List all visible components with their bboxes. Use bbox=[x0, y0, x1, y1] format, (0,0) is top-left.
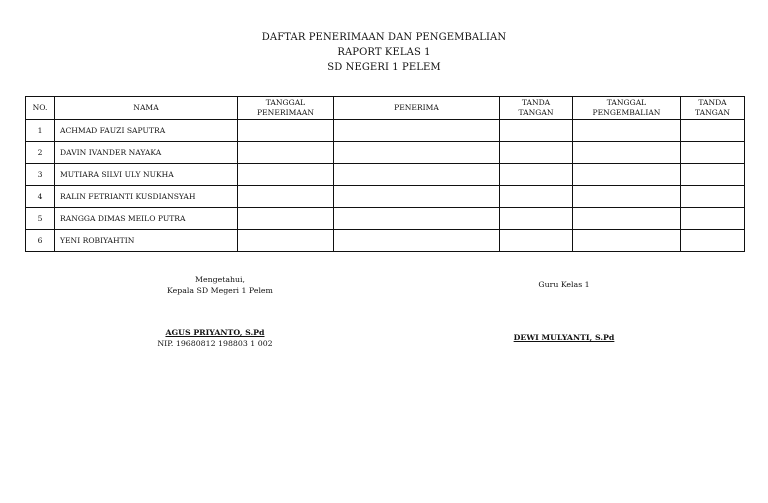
cell-tanggal-penerimaan bbox=[238, 164, 334, 186]
cell-tanggal-penerimaan bbox=[238, 120, 334, 142]
cell-penerima bbox=[334, 120, 500, 142]
cell-tanggal-pengembalian bbox=[573, 164, 681, 186]
student-name: RALIN FETRIANTI KUSDIANSYAH bbox=[55, 186, 238, 208]
teacher-title: Guru Kelas 1 bbox=[538, 280, 590, 289]
table-header-row bbox=[26, 97, 745, 120]
principal-signature bbox=[125, 327, 305, 349]
table-row bbox=[26, 164, 745, 186]
cell-tanda-tangan-1 bbox=[500, 208, 573, 230]
row-number: 4 bbox=[26, 186, 55, 208]
cell-penerima bbox=[334, 142, 500, 164]
cell-tanggal-penerimaan bbox=[238, 230, 334, 252]
principal-name: AGUS PRIYANTO, S.Pd bbox=[165, 328, 265, 337]
row-number: 1 bbox=[26, 120, 55, 142]
principal-nip: NIP. 19680812 198803 1 002 bbox=[157, 339, 273, 348]
row-number: 6 bbox=[26, 230, 55, 252]
cell-penerima bbox=[334, 208, 500, 230]
row-number: 3 bbox=[26, 164, 55, 186]
title-line-3: SD NEGERI 1 PELEM bbox=[327, 62, 441, 73]
cell-penerima bbox=[334, 186, 500, 208]
cell-tanggal-pengembalian bbox=[573, 186, 681, 208]
cell-tanda-tangan-2 bbox=[681, 120, 745, 142]
principal-title: Kepala SD Megeri 1 Pelem bbox=[167, 286, 273, 295]
cell-tanda-tangan-1 bbox=[500, 186, 573, 208]
table-row bbox=[26, 142, 745, 164]
cell-tanggal-pengembalian bbox=[573, 120, 681, 142]
document-title bbox=[0, 30, 768, 75]
cell-penerima bbox=[334, 230, 500, 252]
student-name: DAVIN IVANDER NAYAKA bbox=[55, 142, 238, 164]
cell-tanggal-penerimaan bbox=[238, 208, 334, 230]
row-number: 2 bbox=[26, 142, 55, 164]
cell-tanda-tangan-1 bbox=[500, 120, 573, 142]
title-line-1: DAFTAR PENERIMAAN DAN PENGEMBALIAN bbox=[261, 32, 507, 43]
cell-tanda-tangan-1 bbox=[500, 164, 573, 186]
cell-tanda-tangan-2 bbox=[681, 208, 745, 230]
table-row bbox=[26, 230, 745, 252]
teacher-signature bbox=[500, 332, 628, 343]
student-name: ACHMAD FAUZI SAPUTRA bbox=[55, 120, 238, 142]
teacher-name: DEWI MULYANTI, S.Pd bbox=[513, 333, 615, 342]
report-card-table bbox=[25, 96, 745, 252]
header-no: NO. bbox=[26, 97, 55, 120]
row-number: 5 bbox=[26, 208, 55, 230]
header-tanggal-penerimaan: TANGGAL PENERIMAAN bbox=[238, 97, 334, 120]
principal-acknowledgement bbox=[140, 274, 300, 296]
title-line-2: RAPORT KELAS 1 bbox=[337, 47, 431, 58]
cell-tanda-tangan-1 bbox=[500, 142, 573, 164]
cell-tanggal-penerimaan bbox=[238, 142, 334, 164]
cell-tanda-tangan-2 bbox=[681, 230, 745, 252]
header-tanda-tangan-2: TANDA TANGAN bbox=[681, 97, 745, 120]
cell-penerima bbox=[334, 164, 500, 186]
student-name: RANGGA DIMAS MEILO PUTRA bbox=[55, 208, 238, 230]
cell-tanggal-pengembalian bbox=[573, 208, 681, 230]
header-penerima: PENERIMA bbox=[334, 97, 500, 120]
table-row bbox=[26, 208, 745, 230]
header-tanggal-pengembalian: TANGGAL PENGEMBALIAN bbox=[573, 97, 681, 120]
student-name: MUTIARA SILVI ULY NUKHA bbox=[55, 164, 238, 186]
header-tanda-tangan-1: TANDA TANGAN bbox=[500, 97, 573, 120]
cell-tanda-tangan-2 bbox=[681, 186, 745, 208]
cell-tanda-tangan-2 bbox=[681, 164, 745, 186]
teacher-role bbox=[500, 279, 628, 290]
header-nama: NAMA bbox=[55, 97, 238, 120]
acknowledgement-label: Mengetahui, bbox=[194, 275, 246, 284]
table-row bbox=[26, 186, 745, 208]
cell-tanda-tangan-2 bbox=[681, 142, 745, 164]
cell-tanggal-pengembalian bbox=[573, 142, 681, 164]
table-row bbox=[26, 120, 745, 142]
cell-tanggal-penerimaan bbox=[238, 186, 334, 208]
cell-tanda-tangan-1 bbox=[500, 230, 573, 252]
student-name: YENI ROBIYAHTIN bbox=[55, 230, 238, 252]
cell-tanggal-pengembalian bbox=[573, 230, 681, 252]
